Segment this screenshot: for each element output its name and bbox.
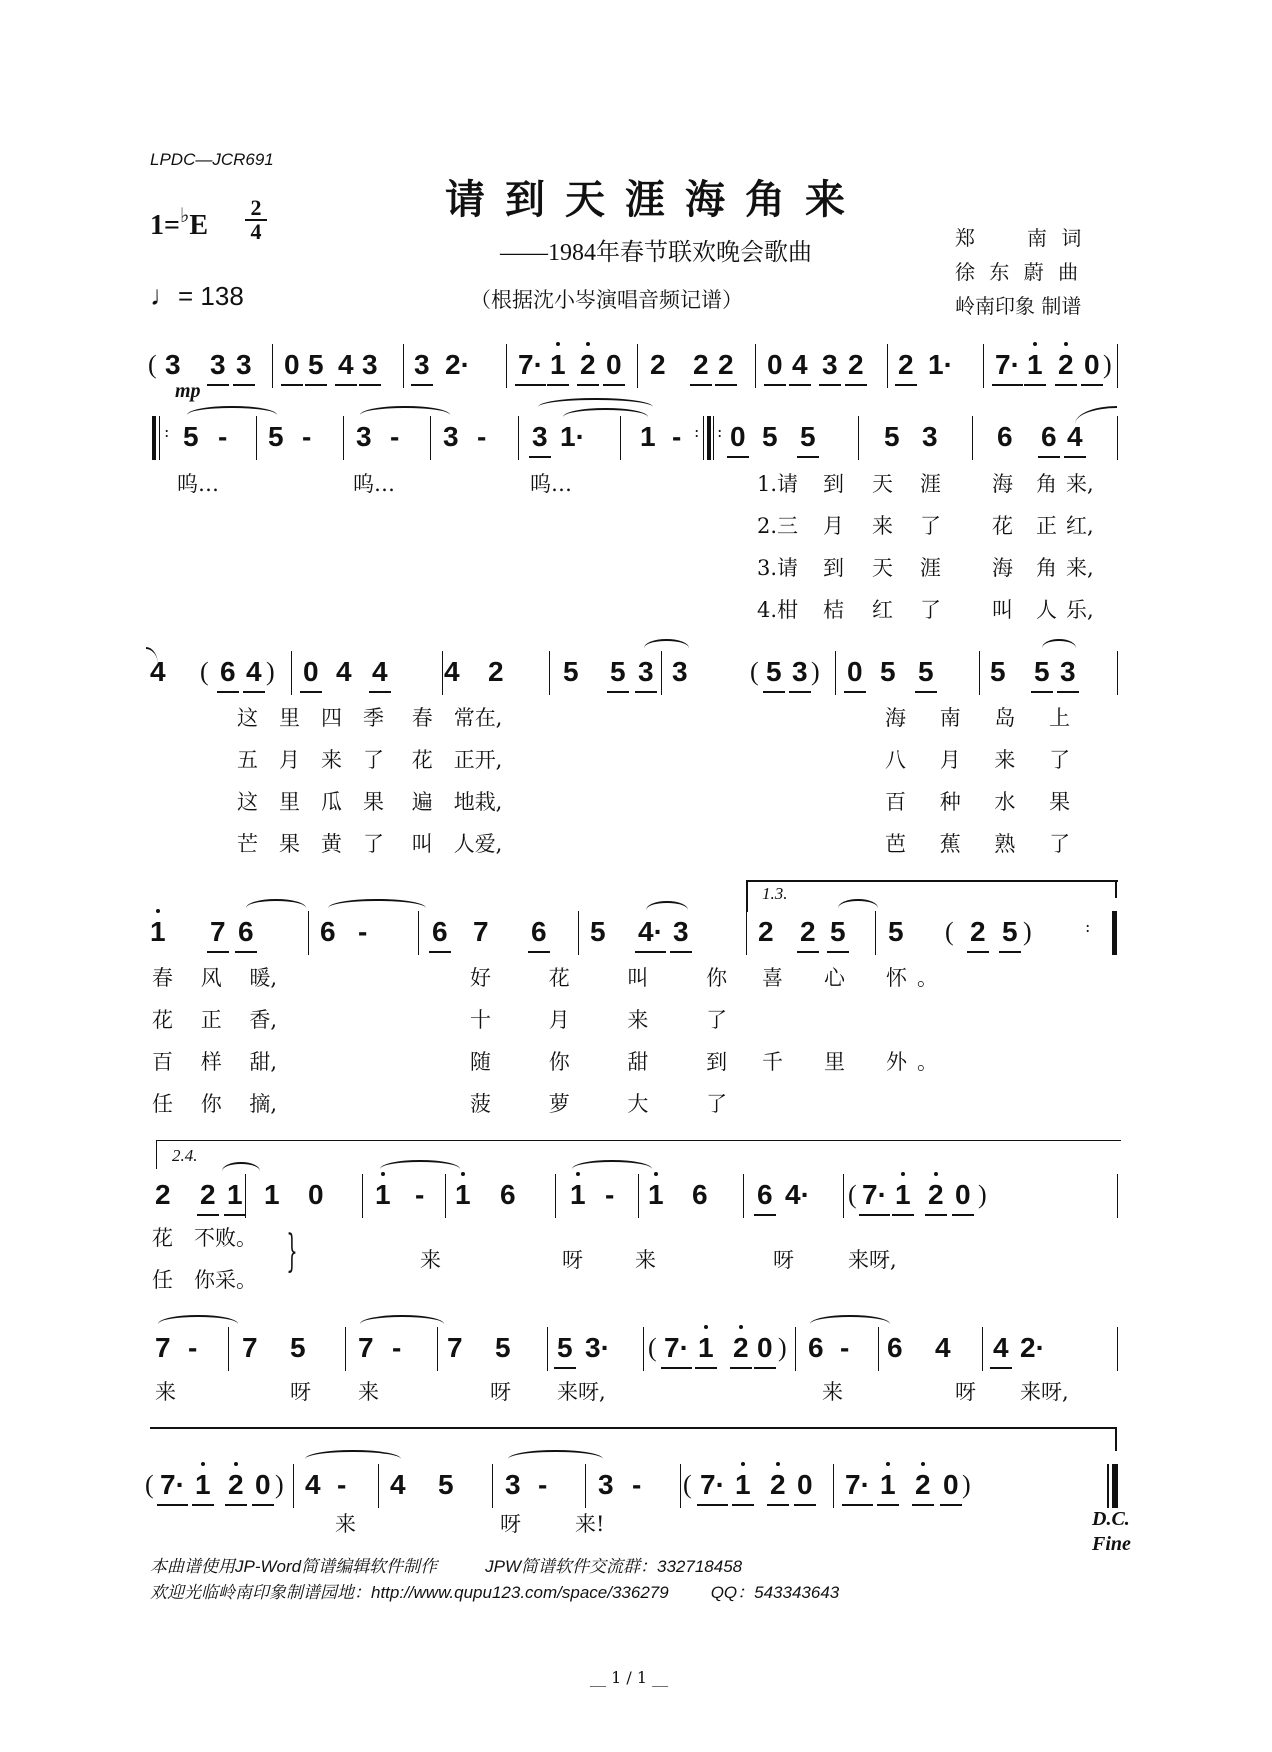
staff-line-7: ( 7· 1 2 0 ) 4 - 4 5 3 - 3 - ( 7· 1 2 0 7· 1 2 0 )	[0, 1470, 1272, 1510]
dc-marking: D.C.	[1092, 1508, 1130, 1530]
composer-credit: 徐 东 蔚 曲	[955, 260, 1083, 284]
ending-lyrics-1: 花 不败。	[152, 1226, 257, 1250]
volta-label-1-3: 1.3.	[762, 884, 788, 903]
lyric-hum-3: 呜…	[530, 472, 572, 496]
dynamic-mp: mp	[175, 380, 201, 402]
quarter-note-icon: ♩	[150, 280, 178, 311]
flat-icon: ♭	[179, 205, 190, 227]
song-title: 请到天涯海角来	[445, 176, 865, 223]
time-signature	[245, 195, 267, 244]
lyric-hum-2: 呜…	[353, 472, 395, 496]
transcriber-credit: 岭南印象 制谱	[955, 294, 1082, 318]
song-subtitle: ——1984年春节联欢晚会歌曲	[500, 240, 812, 266]
lyricist-credit: 郑 南 词	[955, 226, 1086, 250]
time-bottom: 4	[250, 219, 262, 244]
staff-line-4: 1 7 6 6 - 6 7 6 5 4· 3 2 2 5 5 ( 2 5 ) :	[0, 917, 1272, 957]
key-signature	[150, 203, 208, 242]
page-number: __ 1 / 1 __	[590, 1668, 669, 1687]
transcription-note: （根据沈小岑演唱音频记谱）	[470, 288, 743, 312]
fine-marking: Fine	[1092, 1533, 1131, 1555]
staff-line-2: : 5 - 5 - 3 - 3 - 3 1· 1 - : : 0 5 5 5 3 6 6 4	[0, 422, 1272, 462]
score-code: LPDC—JCR691	[150, 150, 274, 169]
staff-line-6: 7 - 7 5 7 - 7 5 5 3· ( 7· 1 2 0 ) 6 - 6 4 4 2·	[0, 1333, 1272, 1373]
ending-lyrics-2: 任 你采。	[152, 1268, 257, 1292]
refrain-lyrics-1: 来	[420, 1248, 441, 1272]
volta-label-2-4: 2.4.	[172, 1146, 198, 1165]
tempo-value: = 138	[178, 281, 244, 311]
lyric-row: 1.请	[757, 472, 799, 496]
footer-software-note: 本曲谱使用JP-Word简谱编辑软件制作 JPW简谱软件交流群：332718458	[150, 1557, 743, 1576]
lyric-hum-1: 呜…	[177, 472, 219, 496]
time-top: 2	[250, 195, 262, 220]
volta-1-3	[746, 880, 1118, 912]
brace: }	[286, 1226, 298, 1277]
key-label: 1=	[150, 210, 180, 241]
staff-line-5: 2 2 1 1 0 1 - 1 6 1 - 1 6 6 4· ( 7· 1 2 0 )	[0, 1180, 1272, 1220]
staff-line-3: 4 ( 6 4 ) 0 4 4 4 2 5 5 3 3 ( 5 3 ) 0 5 5 5 5 3	[0, 657, 1272, 697]
bracket-line	[150, 1427, 1116, 1429]
footer-website-note: 欢迎光临岭南印象制谱园地：http://www.qupu123.com/space/336279 QQ：543343643	[150, 1583, 840, 1602]
key-letter: E	[189, 210, 209, 241]
tempo-marking	[150, 280, 244, 312]
staff-line-intro: ( 3 3 3 0 5 4 3 3 2· 7· 1 2 0 2 2 2 0 4 3 2 2 1· 7· 1 2 0 )	[0, 350, 1272, 390]
